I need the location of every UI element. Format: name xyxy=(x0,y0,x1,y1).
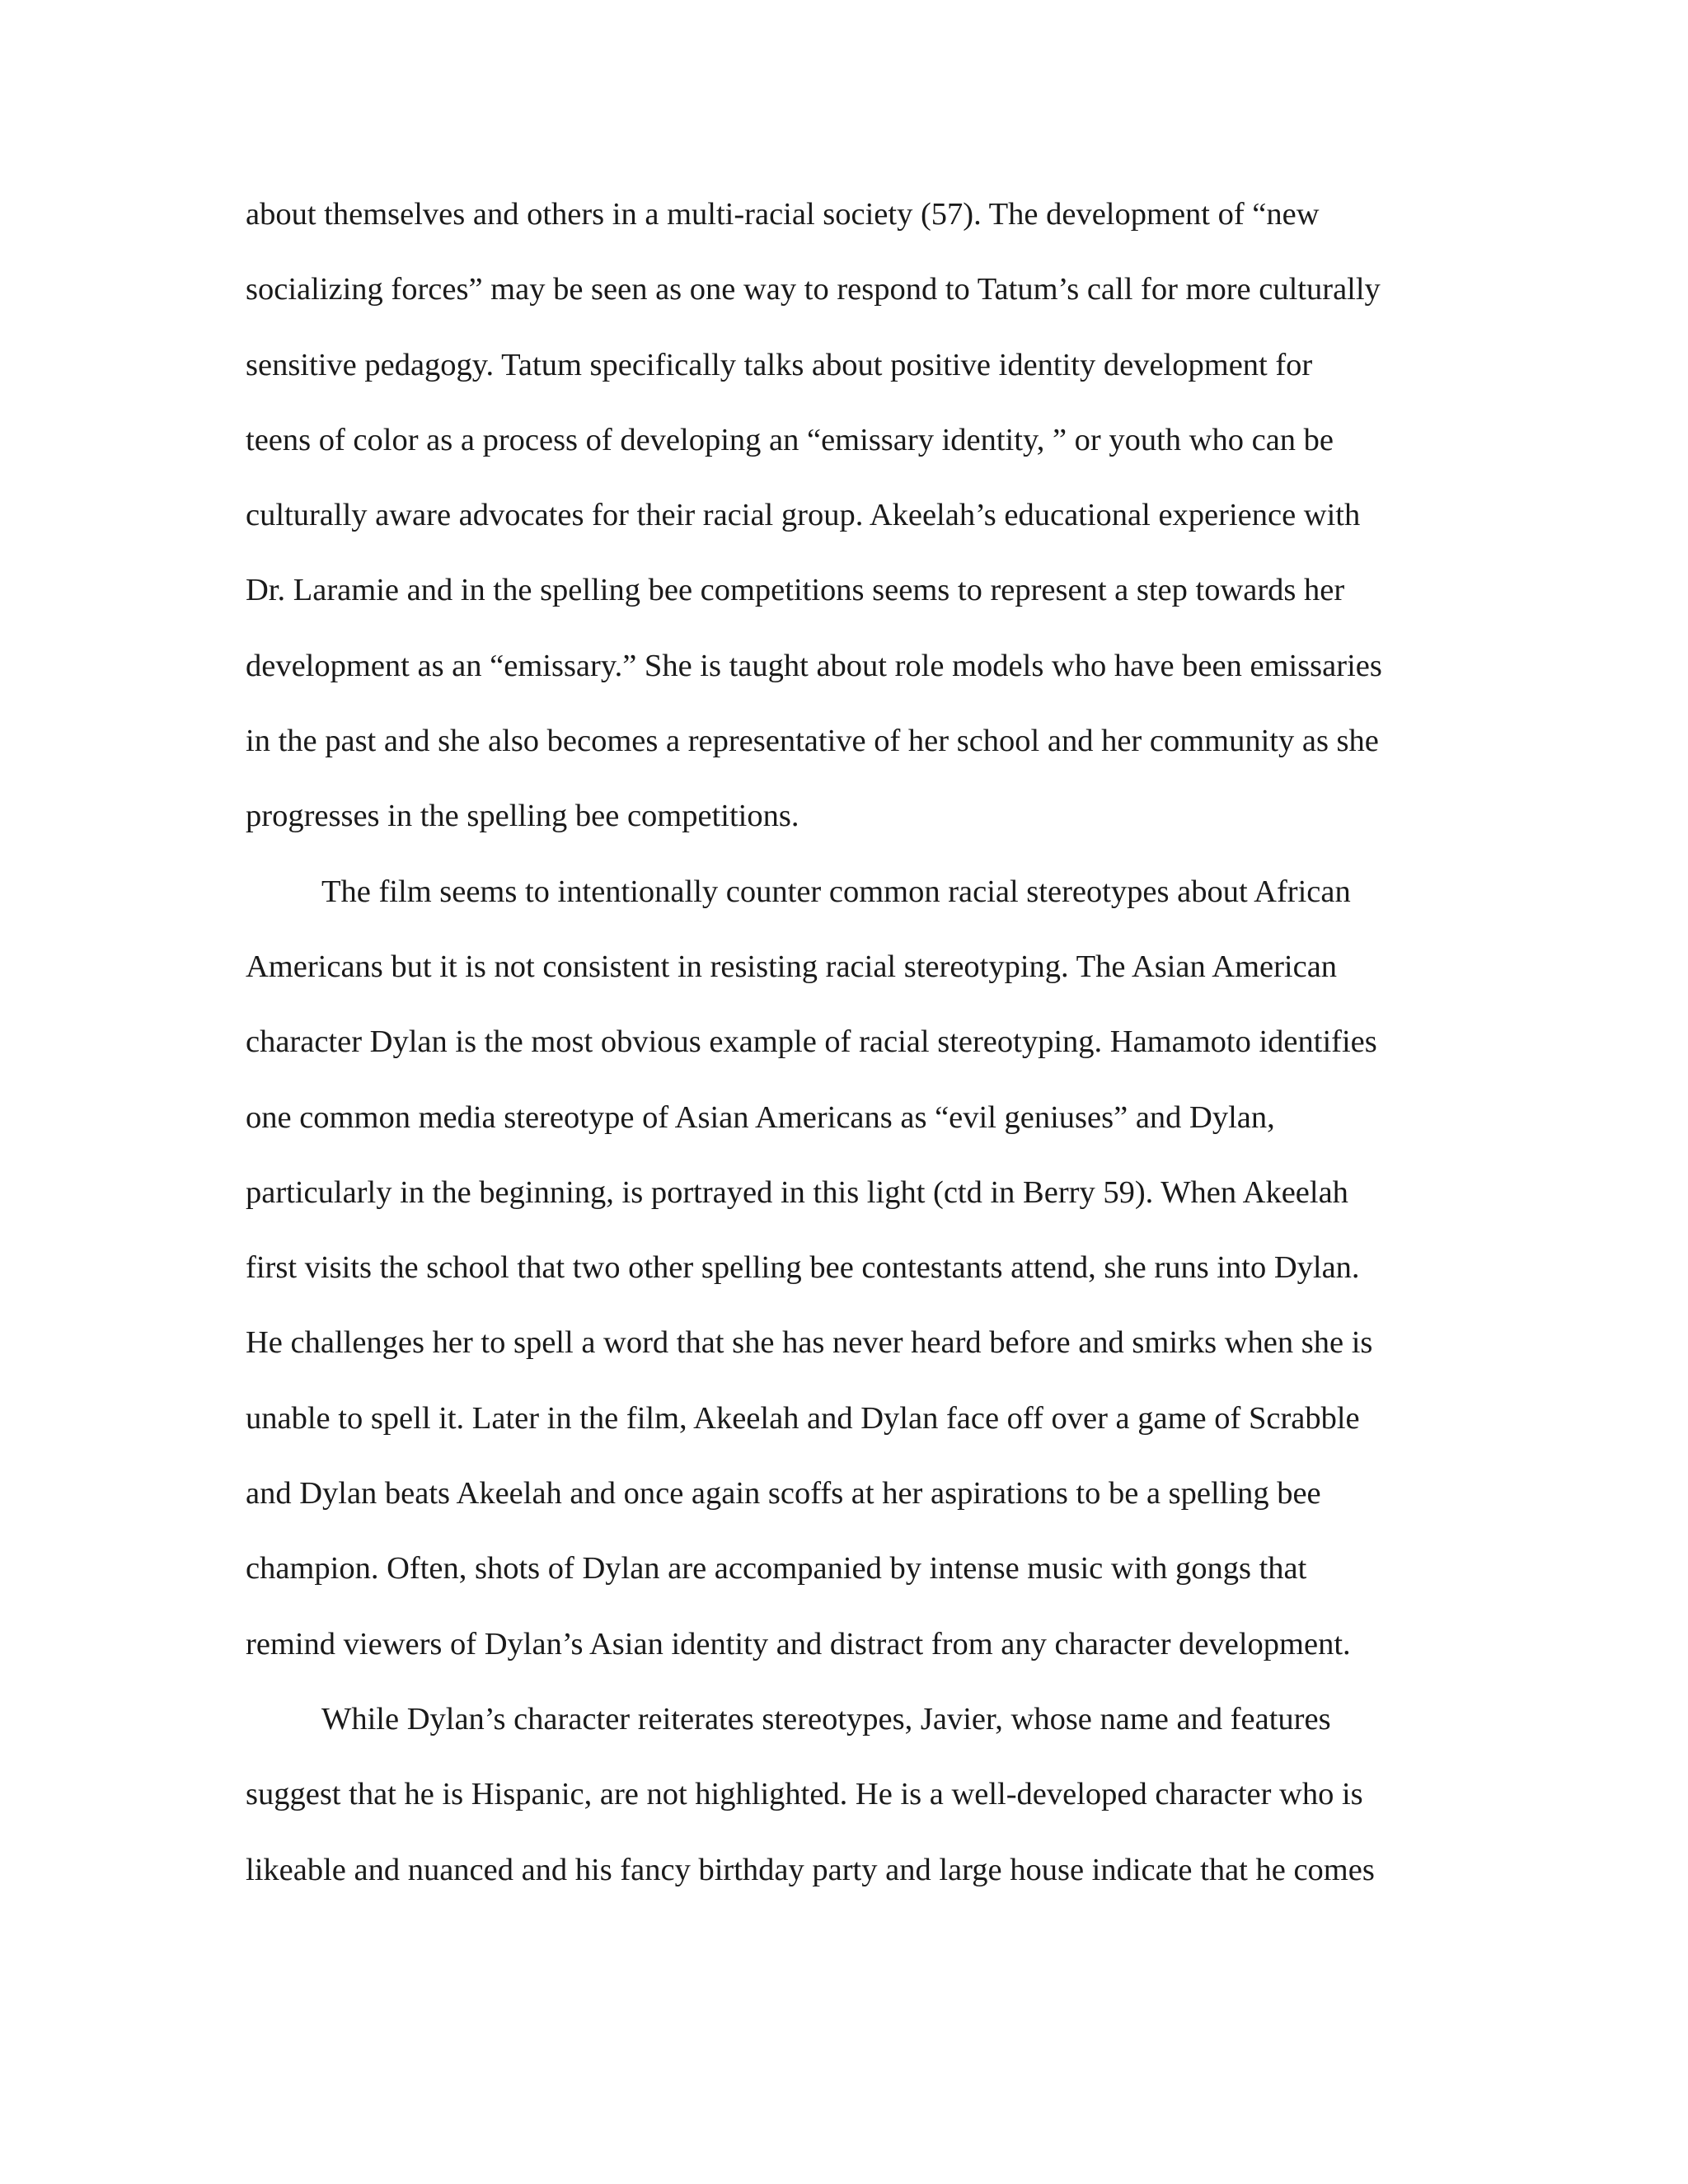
paragraph-first-line: While Dylan’s character reiterates stereotypes, Javier, whose name and features xyxy=(321,1701,1331,1736)
text-line: in the past and she also becomes a representative of her school and her community as she xyxy=(246,724,1379,759)
text-line: particularly in the beginning, is portrayed in this light (ctd in Berry 59). When Akeelah xyxy=(246,1174,1348,1210)
text-line: Americans but it is not consistent in resisting racial stereotyping. The Asian American xyxy=(246,949,1338,984)
body-text xyxy=(246,188,1482,1919)
paragraph-first-line: The film seems to intentionally counter common racial stereotypes about African xyxy=(321,874,1351,909)
text-line: progresses in the spelling bee competitions. xyxy=(246,799,799,834)
text-line: about themselves and others in a multi-racial society (57). The development of “new xyxy=(246,197,1320,232)
text-line: socializing forces” may be seen as one way to respond to Tatum’s call for more culturally xyxy=(246,272,1381,307)
text-line: likeable and nuanced and his fancy birthday party and large house indicate that he comes xyxy=(246,1852,1375,1887)
text-line: and Dylan beats Akeelah and once again scoffs at her aspirations to be a spelling bee xyxy=(246,1476,1321,1511)
text-line: unable to spell it. Later in the film, Akeelah and Dylan face off over a game of Scrabble xyxy=(246,1400,1360,1436)
text-line: development as an “emissary.” She is taught about role models who have been emissaries xyxy=(246,648,1382,683)
text-line: first visits the school that two other spelling bee contestants attend, she runs into Dylan. xyxy=(246,1250,1360,1286)
text-line: sensitive pedagogy. Tatum specifically talks about positive identity development for xyxy=(246,347,1313,382)
text-line: Dr. Laramie and in the spelling bee competitions seems to represent a step towards her xyxy=(246,573,1345,608)
text-line: one common media stereotype of Asian Americans as “evil geniuses” and Dylan, xyxy=(246,1099,1275,1135)
text-line: He challenges her to spell a word that she has never heard before and smirks when she is xyxy=(246,1325,1373,1361)
text-line: character Dylan is the most obvious example of racial stereotyping. Hamamoto identifies xyxy=(246,1024,1377,1060)
text-line: remind viewers of Dylan’s Asian identity and distract from any character development. xyxy=(246,1626,1351,1661)
text-line: suggest that he is Hispanic, are not highlighted. He is a well-developed character who is xyxy=(246,1777,1363,1812)
text-line: culturally aware advocates for their racial group. Akeelah’s educational experience with xyxy=(246,498,1361,533)
text-line: teens of color as a process of developing an “emissary identity, ” or youth who can be xyxy=(246,422,1334,457)
text-line: champion. Often, shots of Dylan are accompanied by intense music with gongs that xyxy=(246,1551,1307,1586)
